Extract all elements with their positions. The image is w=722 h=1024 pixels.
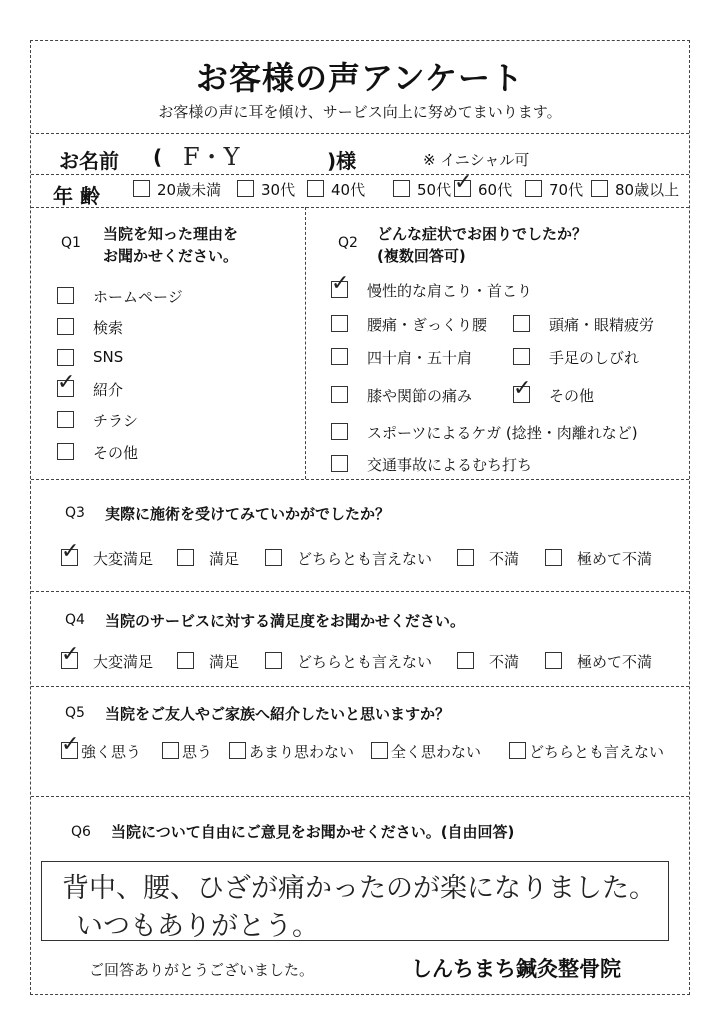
q4-option-checkbox[interactable]: [545, 652, 562, 669]
age-option-checkbox[interactable]: [237, 180, 254, 197]
q4-option-checkbox[interactable]: [265, 652, 282, 669]
q1-option-checkbox[interactable]: [57, 443, 74, 460]
age-option-label: 80歳以上: [615, 181, 680, 199]
q2-option-checkbox[interactable]: [513, 315, 530, 332]
age-option-label: 40代: [331, 181, 366, 199]
checkmark-icon: ✓: [61, 642, 80, 667]
age-option-label: 60代: [478, 181, 513, 199]
q4-option-label: 極めて不満: [577, 653, 653, 671]
q6-question: 当院について自由にご意見をお聞かせください。(自由回答): [111, 823, 515, 841]
age-option-label: 30代: [261, 181, 296, 199]
age-option-label: 50代: [417, 181, 452, 199]
answer-line-1: 背中、腰、ひざが痛かったのが楽になりました。: [62, 873, 656, 904]
age-option-label: 70代: [549, 181, 584, 199]
q1-option-checkbox[interactable]: [57, 370, 76, 397]
q2-option-label: その他: [549, 387, 595, 405]
checkmark-icon: ✓: [61, 732, 80, 757]
age-option-checkbox[interactable]: [133, 180, 150, 197]
age-option-checkbox[interactable]: [525, 180, 542, 197]
q1-option-checkbox[interactable]: [57, 349, 74, 366]
divider: [31, 174, 689, 175]
q1-question-line2: お聞かせください。: [103, 247, 239, 265]
q3-option-checkbox[interactable]: [265, 549, 282, 566]
initial-note: ※ イニシャル可: [423, 151, 530, 169]
q2-option-checkbox[interactable]: [331, 348, 348, 365]
q1-option-checkbox[interactable]: [57, 318, 74, 335]
q2-question: [377, 223, 587, 267]
q2-option-label: 膝や関節の痛み: [367, 387, 473, 405]
q5-option-checkbox[interactable]: [371, 742, 388, 759]
q3-option-label: 不満: [489, 550, 520, 568]
q3-option-label: 大変満足: [93, 550, 154, 568]
survey-subtitle: お客様の声に耳を傾け、サービス向上に努めてまいります。: [158, 103, 562, 121]
q3-option-label: どちらとも言えない: [297, 550, 433, 568]
divider: [31, 686, 689, 687]
checkmark-icon: ✓: [57, 370, 76, 395]
survey-sheet: [30, 40, 690, 995]
q2-option-checkbox[interactable]: [331, 386, 348, 403]
q3-option-checkbox[interactable]: [457, 549, 474, 566]
divider: [31, 591, 689, 592]
divider: [31, 796, 689, 797]
q2-option-label: 慢性的な肩こり・首こり: [367, 282, 533, 300]
survey-title: お客様の声アンケート: [195, 59, 525, 97]
q3-option-checkbox[interactable]: [61, 539, 80, 566]
q2-option-checkbox[interactable]: [331, 455, 348, 472]
column-divider: [305, 207, 306, 479]
age-option-checkbox[interactable]: [393, 180, 410, 197]
q5-option-checkbox[interactable]: [162, 742, 179, 759]
checkmark-icon: ✓: [513, 376, 532, 401]
age-option-checkbox[interactable]: [591, 180, 608, 197]
q4-number: Q4: [65, 612, 85, 628]
q2-option-label: 頭痛・眼精疲労: [549, 316, 655, 334]
q2-option-label: スポーツによるケガ (捻挫・肉離れなど): [367, 424, 638, 442]
q2-option-checkbox[interactable]: [331, 423, 348, 440]
q1-option-label: その他: [93, 444, 139, 462]
checkmark-icon: ✓: [331, 271, 350, 296]
q2-option-label: 交通事故によるむち打ち: [367, 456, 533, 474]
q2-question-line2: (複数回答可): [377, 247, 466, 265]
q2-option-label: 手足のしびれ: [549, 349, 640, 367]
checkmark-icon: ✓: [61, 539, 80, 564]
free-answer-box[interactable]: [41, 861, 669, 941]
divider: [31, 207, 689, 208]
q3-question: 実際に施術を受けてみていかがでしたか？: [105, 505, 391, 523]
age-label: 年 齢: [53, 184, 100, 208]
clinic-name: しんちまち鍼灸整骨院: [411, 957, 621, 981]
name-suffix: )様: [327, 149, 357, 173]
q2-question-line1: どんな症状でお困りでしたか？: [377, 225, 588, 243]
q5-question: 当院をご友人やご家族へ紹介したいと思いますか？: [105, 705, 451, 723]
q2-option-checkbox[interactable]: [331, 315, 348, 332]
q5-option-checkbox[interactable]: [509, 742, 526, 759]
thanks-message: ご回答ありがとうございました。: [89, 961, 315, 979]
name-label: お名前: [59, 149, 119, 173]
q2-option-checkbox[interactable]: [513, 376, 532, 403]
age-option-checkbox[interactable]: [454, 170, 473, 197]
q1-option-label: SNS: [93, 348, 124, 366]
q4-option-label: 不満: [489, 653, 520, 671]
q1-number: Q1: [61, 235, 81, 251]
name-field[interactable]: F・Y: [183, 143, 240, 171]
q5-option-label: どちらとも言えない: [529, 743, 665, 761]
q3-option-label: 極めて不満: [577, 550, 653, 568]
q6-number: Q6: [71, 824, 91, 840]
q5-option-checkbox[interactable]: [61, 732, 80, 759]
answer-line-2: いつもありがとう。: [76, 911, 319, 942]
q2-option-checkbox[interactable]: [331, 271, 350, 298]
q1-option-checkbox[interactable]: [57, 411, 74, 428]
checkmark-icon: ✓: [454, 170, 473, 195]
q3-option-checkbox[interactable]: [177, 549, 194, 566]
q5-option-label: 全く思わない: [391, 743, 482, 761]
q5-number: Q5: [65, 705, 85, 721]
q4-question: 当院のサービスに対する満足度をお聞かせください。: [105, 612, 466, 630]
q5-option-label: 思う: [182, 743, 213, 761]
q3-option-label: 満足: [209, 550, 240, 568]
q5-option-label: あまり思わない: [249, 743, 355, 761]
q4-option-label: 大変満足: [93, 653, 154, 671]
q2-option-label: 四十肩・五十肩: [367, 349, 473, 367]
q1-option-label: ホームページ: [93, 288, 183, 306]
q1-option-checkbox[interactable]: [57, 287, 74, 304]
q4-option-label: 満足: [209, 653, 240, 671]
q1-question-line1: 当院を知った理由を: [103, 225, 239, 243]
q1-option-label: 紹介: [93, 381, 124, 399]
q3-option-checkbox[interactable]: [545, 549, 562, 566]
q3-number: Q3: [65, 505, 85, 521]
q2-number: Q2: [338, 235, 358, 251]
age-option-label: 20歳未満: [157, 181, 222, 199]
q5-option-label: 強く思う: [81, 743, 142, 761]
q4-option-checkbox[interactable]: [457, 652, 474, 669]
age-option-checkbox[interactable]: [307, 180, 324, 197]
q4-option-label: どちらとも言えない: [297, 653, 433, 671]
divider: [31, 479, 689, 480]
q2-option-checkbox[interactable]: [513, 348, 530, 365]
name-open-paren: (: [153, 145, 163, 169]
q2-option-label: 腰痛・ぎっくり腰: [367, 316, 488, 334]
q5-option-checkbox[interactable]: [229, 742, 246, 759]
divider: [31, 133, 689, 134]
q1-option-label: チラシ: [93, 412, 139, 430]
q4-option-checkbox[interactable]: [177, 652, 194, 669]
q1-option-label: 検索: [93, 319, 124, 337]
q4-option-checkbox[interactable]: [61, 642, 80, 669]
q1-question: [103, 223, 238, 267]
